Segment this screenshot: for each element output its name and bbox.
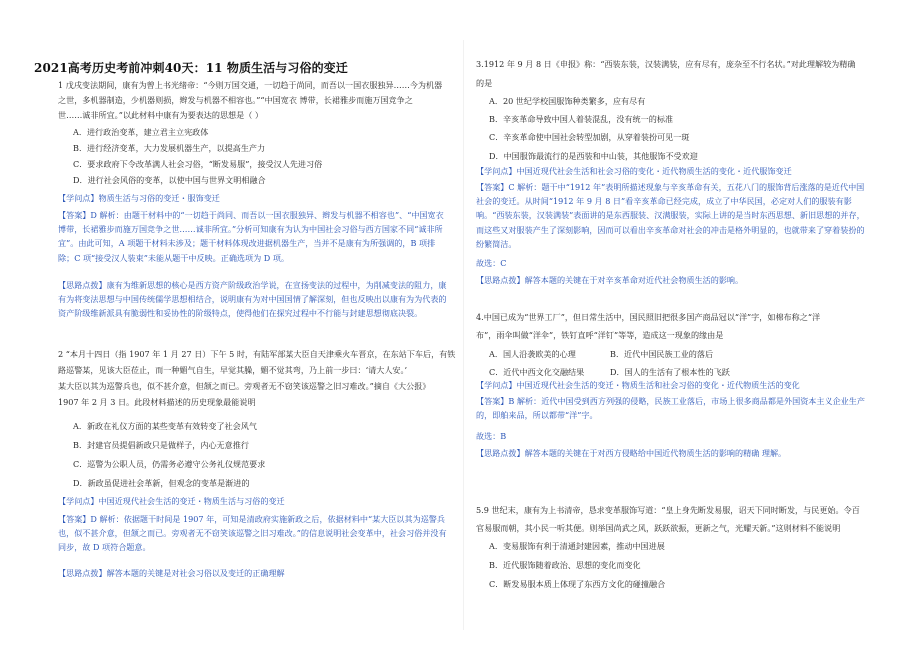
q3-verdict: 故选：C [476, 258, 507, 268]
q4-stem-line-1: 4.中国已成为“世界工厂”，但日常生活中，国民照旧把很多国产商品冠以“洋”字，如棉布称之“洋 [476, 312, 821, 322]
q4-tip [476, 448, 786, 459]
q2-knowledge-point [58, 496, 285, 507]
q5-option-c: C．断发易服本质上体现了东西方文化的碰撞融合 [489, 579, 666, 589]
q2-option-d: D．新政虽促进社会革新，但观念的变革是渐进的 [73, 478, 250, 488]
q1-option-c: C．要求政府下令改革满人社会习俗，“断发易服”，接受汉人先进习俗 [73, 159, 323, 169]
q5-option-b: B．近代服饰随着政治、思想的变化而变化 [489, 560, 641, 570]
q2-knowledge-tag: 【学问点】 [58, 496, 99, 506]
document-title: 2021高考历史考前冲刺40天：11 物质生活与习俗的变迁 [34, 61, 348, 75]
q3-option-c: C．辛亥革命使中国社会转型加剧，从穿着装扮可见一斑 [489, 132, 690, 142]
q1-stem-line-1: 1 戊戌变法期间，康有为曾上书光绪帝：“今则万国交通，一切趋于尚同，而吾以一国衣服独异……今为机器 [58, 80, 443, 90]
q1-tip [58, 278, 450, 321]
q2-answer-tag: 【答案】 [58, 514, 91, 524]
q4-option-d: D．国人的生活有了根本性的飞跃 [610, 367, 730, 377]
q3-stem-line-2: 的是 [476, 78, 493, 88]
q2-option-b: B．封建官员提倡新政只是做样子，内心无意推行 [73, 440, 249, 450]
q4-knowledge-tag: 【学问点】 [476, 380, 517, 390]
q3-tip [476, 275, 743, 286]
q2-stem-line-2: 路巡警某，见该大臣莅止，而一种媚气自生，早觉其臊，媚不觉其弯，乃上前一步曰：‘请大人安。’ [58, 365, 408, 375]
q1-stem-line-3: 世……诚非所宜。”以此材料中康有为要表达的思想是（ ） [58, 110, 264, 120]
q3-knowledge-text: 中国近现代社会生活和社会习俗的变化・近代物质生活的变化・近代服饰变迁 [516, 166, 792, 176]
q2-answer [58, 512, 450, 555]
q2-option-a: A．新政在礼仪方面的某些变革有效转变了社会风气 [73, 421, 257, 431]
q1-stem-line-2: 之世，多机器制造，少机器则损，辫发与机器不相容也。”“中国宽衣 博带，长裙雅步而施万国竞争之 [58, 95, 413, 105]
q3-option-a: A．20 世纪学校国服饰种类繁多，应有尽有 [489, 96, 646, 106]
q2-answer-text: D 解析：依据题干时间是 1907 年，可知是清政府实施新政之后，依据材料中“某大臣以其为巡警兵也，似不甚介意，但颔之而已。旁观者无不窃笑该巡警之旧习难改。”的信息说明社会变革中，社会习俗并没有同步，故 D 项符合题意。 [58, 514, 447, 553]
q5-option-a: A．变易服饰有利于清通封建因素，推动中国进展 [489, 541, 665, 551]
q3-knowledge-point [476, 166, 792, 177]
q5-stem-line-2: 官易服而朝，其小民一听其便。则举国尚武之风，跃跃欲振，更新之气，光耀天新。”这则材料不能说明 [476, 523, 841, 533]
q4-verdict: 故选：B [476, 431, 507, 441]
q3-answer [476, 180, 868, 251]
q2-stem-line-4: 1907 年 2 月 3 日。此段材料描述的历史现象最能说明 [58, 397, 256, 407]
q5-stem-line-1: 5.9 世纪末，康有为上书清帝，恳求变革服饰写道：“皇上身先断发易服，诏天下同时断发，与民更始。令百 [476, 505, 860, 515]
q1-tip-tag: 【思路点拨】 [58, 280, 107, 290]
q1-knowledge-tag: 【学问点】 [58, 193, 99, 203]
q2-option-c: C．巡警为公职人员，仍需务必遵守公务礼仪规范要求 [73, 459, 266, 469]
q4-tip-tag: 【思路点拨】 [476, 448, 525, 458]
q4-answer-tag: 【答案】 [476, 396, 509, 406]
q3-tip-text: 解答本题的关键在于对辛亥革命对近代社会物质生活的影响。 [524, 275, 744, 285]
q1-answer [58, 208, 450, 265]
q1-answer-tag: 【答案】 [58, 210, 91, 220]
q1-option-a: A．进行政治变革，建立君主立宪政体 [73, 127, 209, 137]
q2-tip-tag: 【思路点拨】 [58, 568, 107, 578]
q2-knowledge-text: 中国近现代社会生活的变迁・物质生活与习俗的变迁 [98, 496, 285, 506]
q1-knowledge-point [58, 193, 220, 204]
q3-tip-tag: 【思路点拨】 [476, 275, 525, 285]
q2-stem-line-1: 2 “本月十四日（指 1907 年 1 月 27 日）下午 5 时，有陆军部某大臣自天津乘火车晋京，在东站下车后，有铁 [58, 349, 456, 359]
q4-stem-line-2: 布”，雨伞叫做“洋伞”，铁钉直呼“洋钉”等等，造成这一现象的缘由是 [476, 330, 724, 340]
q4-option-c: C．近代中西文化交融结果 [489, 367, 585, 377]
q3-stem-line-1: 3.1912 年 9 月 8 日《申报》称：“西装东装，汉装满装，应有尽有，庞杂至不行名状。”对此理解较为精确 [476, 59, 856, 69]
q2-stem-line-3: 某大臣以其为巡警兵也，似不甚介意，但颔之而已。旁观者无不窃笑该巡警之旧习难改。”摘自《大公报》 [58, 381, 431, 391]
q3-answer-tag: 【答案】 [476, 182, 509, 192]
q4-option-a: A．国人沿袭欧美的心理 [489, 349, 576, 359]
q2-tip-text: 解答本题的关键是对社会习俗以及变迁的正确理解 [106, 568, 285, 578]
q3-option-b: B．辛亥革命导致中国人着装混乱，没有统一的标准 [489, 114, 674, 124]
q3-knowledge-tag: 【学问点】 [476, 166, 517, 176]
q1-knowledge-text: 物质生活与习俗的变迁・服饰变迁 [98, 193, 220, 203]
q4-answer [476, 394, 868, 422]
q4-knowledge-point [476, 380, 800, 391]
q4-knowledge-text: 中国近现代社会生活的变迁・物质生活和社会习俗的变化・近代物质生活的变化 [516, 380, 800, 390]
q1-option-b: B．进行经济变革，大力发展机器生产，以提高生产力 [73, 143, 266, 153]
q1-answer-text: D 解析：由题干材料中的“一切趋于尚同、而吾以一国衣服独异、辫发与机器不相容也”、“中国宽衣博带，长裙雅步而施万国竞争之世……诚非所宜。”分析可知康有为认为中国社会习俗与西方国家不同“诚非所宜”。由此可知，A 项题干材料未涉及；题干材料体现改进据机器生产，当并不是康有为所强调的，B 项排除；C 项“接受汉人装束”未能从题干中反映。正确选项为 D 项。 [58, 210, 444, 263]
q4-option-b: B．近代中国民族工业的落后 [610, 349, 714, 359]
q1-tip-text: 康有为维新思想的核心是西方资产阶级政治学说，在宣扬变法的过程中，为削减变法的阻力，康有为将变法思想与中国传统儒学思想相结合，说明康有为对中国国情了解深刻，但也反映出以康有为为代表的资产阶级维新派具有脆弱性和妥协性的阶级特点，使得他们在探究过程中不行能与封建思想彻底决裂。 [58, 280, 447, 319]
q3-option-d: D．中国服饰最流行的是西装和中山装，其他服饰不受欢迎 [489, 151, 698, 161]
q3-answer-text: C 解析：题干中“1912 年”表明所描述现象与辛亥革命有关，五花八门的服饰背后涨落的是近代中国社会的变迁。从时间“1912 年 9 月 8 日”看辛亥革命已经完成，成立了中华民国，必定对人们的服装有影响。“西装东装，汉装满装”表面讲的是东西服装、汉满服装，实际上讲的是当时东西思想、新旧思想的并存，而这些又对服装产生了深刻影响，因而可以看出辛亥革命对社会的冲击是格外明显的，也就带来了穿着装扮的纷繁简洁。 [476, 182, 865, 249]
column-divider [463, 40, 464, 630]
q1-option-d: D．进行社会风俗的变革，以使中国与世界文明相融合 [73, 175, 266, 185]
q4-tip-text: 解答本题的关键在于对西方侵略给中国近代物质生活的影响的精确 理解。 [524, 448, 787, 458]
q4-answer-text: B 解析：近代中国受到西方列强的侵略，民族工业落后，市场上很多商品都是外国资本主义企业生产的，即舶来品，所以都带“洋”字。 [476, 396, 865, 421]
q2-tip [58, 568, 285, 579]
